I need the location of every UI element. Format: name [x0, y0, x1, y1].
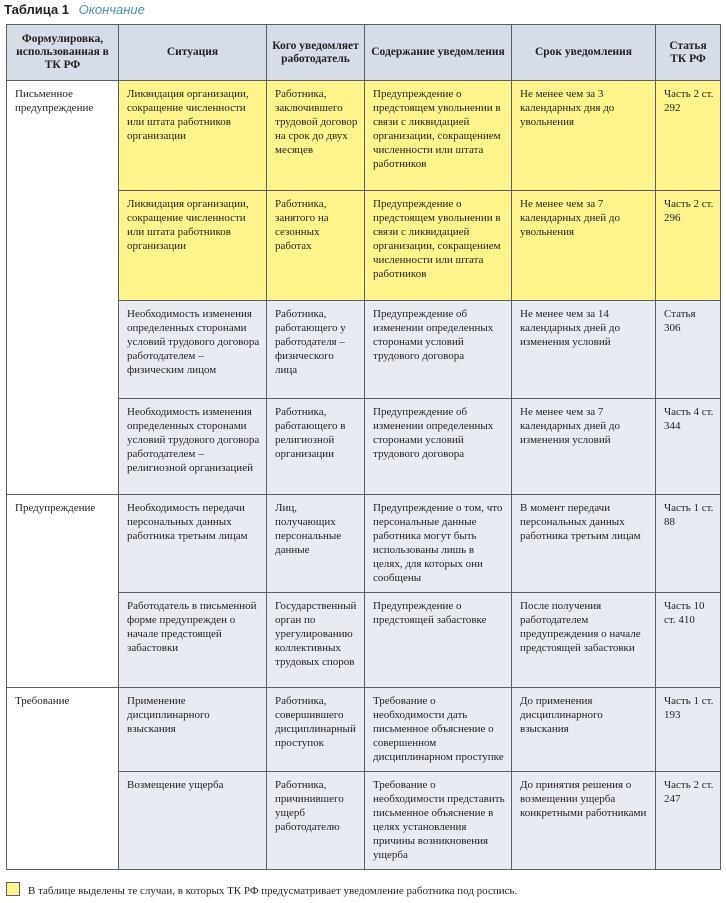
content-cell: Предупреждение о предстоящем увольнении в связи с ликвидацией организации, сокращением численности или штата работников [365, 81, 512, 191]
term-cell: Не менее чем за 3 календарных дня до увольнения [512, 81, 656, 191]
article-cell: Часть 4 ст. 344 [656, 399, 721, 495]
whom-cell: Работника, причинившего ущерб работодателю [267, 772, 365, 870]
table-subtitle: Окончание [78, 2, 145, 17]
article-cell: Часть 2 ст. 247 [656, 772, 721, 870]
whom-cell: Лиц, получающих персональные данные [267, 495, 365, 593]
situation-cell: Необходимость передачи персональных данных работника третьим лицам [119, 495, 267, 593]
whom-cell: Работника, заключившего трудовой договор на срок до двух месяцев [267, 81, 365, 191]
article-cell: Часть 2 ст. 296 [656, 191, 721, 301]
term-cell: После получения работодателем предупреждения о начале предстоящей забастовки [512, 593, 656, 688]
situation-cell: Необходимость изменения определенных сторонами условий трудового договора работодателем – физическим лицом [119, 301, 267, 399]
article-cell: Часть 1 ст. 88 [656, 495, 721, 593]
situation-cell: Необходимость изменения определенных сторонами условий трудового договора работодателем – религиозной организацией [119, 399, 267, 495]
situation-cell: Применение дисциплинарного взыскания [119, 688, 267, 772]
term-cell: До принятия решения о возмещении ущерба конкретными работниками [512, 772, 656, 870]
whom-cell: Работника, занятого на сезонных работах [267, 191, 365, 301]
table-footnote [6, 882, 517, 897]
content-cell: Предупреждение о предстоящем увольнении в связи с ликвидацией организации, сокращением численности или штата работников [365, 191, 512, 301]
table-row [7, 688, 721, 772]
term-cell: В момент передачи персональных данных работника третьим лицам [512, 495, 656, 593]
situation-cell: Работодатель в письменной форме предупрежден о начале предстоящей забастовки [119, 593, 267, 688]
term-cell: Не менее чем за 7 календарных дней до изменения условий [512, 399, 656, 495]
header-whom: Кого уведомляет работодатель [267, 25, 365, 81]
situation-cell: Ликвидация организации, сокращение численности или штата работников организации [119, 191, 267, 301]
article-cell: Статья 306 [656, 301, 721, 399]
content-cell: Требование о необходимости дать письменное объяснение о совершенном дисциплинарном проступке [365, 688, 512, 772]
whom-cell: Работника, совершившего дисциплинарный проступок [267, 688, 365, 772]
article-cell: Часть 10 ст. 410 [656, 593, 721, 688]
content-cell: Предупреждение об изменении определенных сторонами условий трудового договора [365, 301, 512, 399]
footnote-text: В таблице выделены те случаи, в которых ТК РФ предусматривает уведомление работника под роспись. [28, 885, 518, 897]
term-cell: Не менее чем за 7 календарных дней до увольнения [512, 191, 656, 301]
table-caption [4, 2, 145, 20]
formulation-cell: Требование [7, 688, 119, 870]
situation-cell: Возмещение ущерба [119, 772, 267, 870]
term-cell: До применения дисциплинарного взыскания [512, 688, 656, 772]
header-article: Статья ТК РФ [656, 25, 721, 81]
content-cell: Предупреждение об изменении определенных сторонами условий трудового договора [365, 399, 512, 495]
header-term: Срок уведомления [512, 25, 656, 81]
article-cell: Часть 1 ст. 193 [656, 688, 721, 772]
header-content: Содержание уведомления [365, 25, 512, 81]
article-cell: Часть 2 ст. 292 [656, 81, 721, 191]
header-formulation: Формулировка, использованная в ТК РФ [7, 25, 119, 81]
header-situation: Ситуация [119, 25, 267, 81]
whom-cell: Работника, работающего у работодателя – физического лица [267, 301, 365, 399]
table-title: Таблица 1 [4, 2, 70, 17]
content-cell: Предупреждение о предстоящей забастовке [365, 593, 512, 688]
situation-cell: Ликвидация организации, сокращение численности или штата работников организации [119, 81, 267, 191]
highlight-legend-swatch [6, 882, 20, 896]
term-cell: Не менее чем за 14 календарных дней до изменения условий [512, 301, 656, 399]
formulation-cell: Письменное предупреждение [7, 81, 119, 495]
whom-cell: Государственный орган по урегулированию коллективных трудовых споров [267, 593, 365, 688]
content-cell: Требование о необходимости представить письменное объяснение в целях установления причины возникновения ущерба [365, 772, 512, 870]
whom-cell: Работника, работающего в религиозной организации [267, 399, 365, 495]
formulation-cell: Предупреждение [7, 495, 119, 688]
table-row [7, 81, 721, 191]
table-row [7, 495, 721, 593]
content-cell: Предупреждение о том, что персональные данные работника могут быть использованы лишь в целях, для которых они сообщены [365, 495, 512, 593]
notification-table [6, 24, 721, 870]
header-row [7, 25, 721, 81]
